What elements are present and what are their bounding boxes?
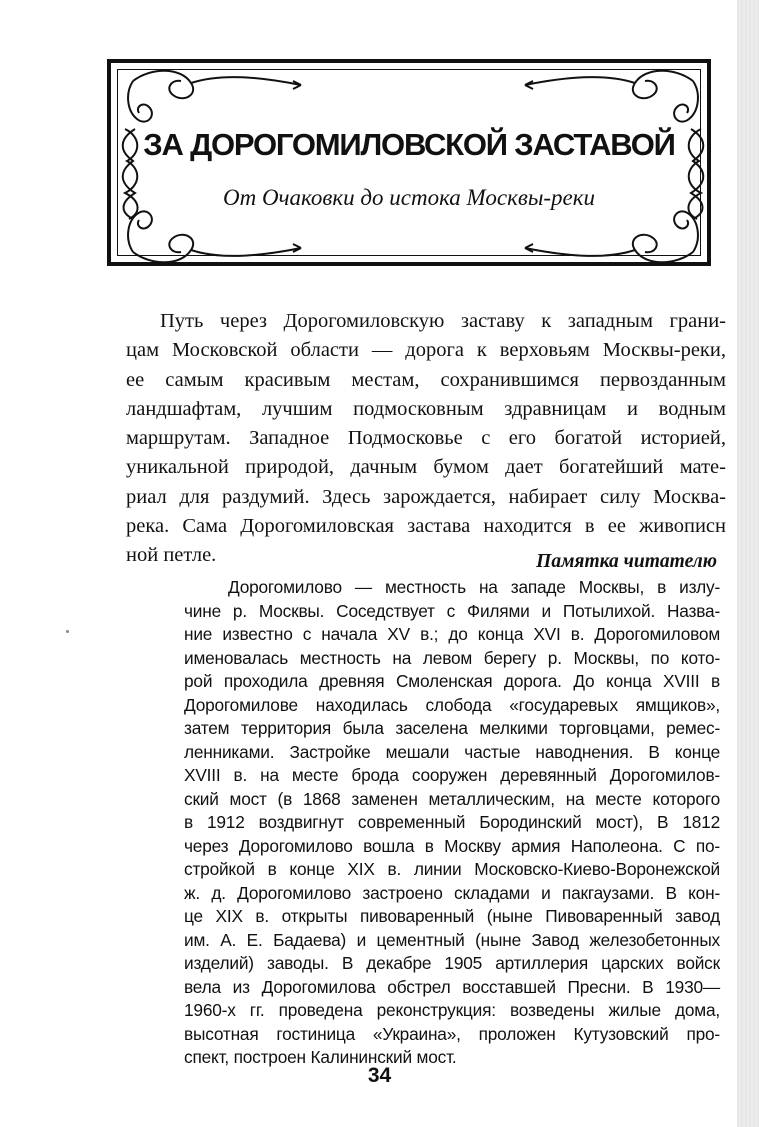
intro-line: Путь через Дорогомиловскую заставу к западным грани- [160, 310, 726, 332]
memo-line: в 1912 воздвигнут современный Бородинский мост), В 1812 [184, 812, 720, 832]
memo-line: высотная гостиница «Украина», проложен Кутузовский про- [184, 1023, 720, 1044]
memo-line: вела из Дорогомилова обстрел восставшей Пресни. В 1930— [184, 976, 720, 997]
memo-heading: Памятка читателю [536, 551, 717, 572]
memo-line: им. А. Е. Бадаева) и цементный (ныне Завод железобетонных [184, 929, 720, 950]
memo-line: спект, построен Калининский мост. [184, 1047, 457, 1067]
page-number: 34 [367, 1064, 392, 1087]
memo-line: це XIX в. открыты пивоваренный (ныне Пивоваренный завод [184, 906, 720, 926]
memo-line: XVIII в. на месте брода сооружен деревянный Дорогомилов- [184, 765, 720, 785]
intro-line: река. Сама Дорогомиловская застава находится в ее живописн [126, 515, 726, 538]
memo-line: ние известно с начала XV в.; до конца XVI в. Дорогомиловом [184, 624, 720, 644]
memo-line: Дорогомилове находилась слобода «государевых ямщиков», [184, 694, 720, 715]
chapter-header-frame [107, 59, 711, 266]
paper-speck [66, 630, 69, 633]
page-edge-shadow [737, 0, 759, 1127]
intro-line: ее самым красивым местам, сохранившимся первозданным [126, 368, 726, 391]
ornament-decoration [111, 63, 715, 270]
memo-line: именовалась местность на левом берегу р. Москвы, по кото- [184, 647, 720, 668]
memo-line: чине р. Москвы. Соседствует с Филями и Потылихой. Назва- [184, 600, 720, 621]
chapter-subtitle: От Очаковки до истока Москвы-реки [222, 185, 596, 210]
intro-line: маршрутам. Западное Подмосковье с его богатой историей, [126, 427, 726, 450]
intro-line: риал для раздумий. Здесь зарождается, набирает силу Москва- [126, 485, 726, 508]
memo-line: стройкой в конце XIX в. линии Московско-Киево-Воронежской [184, 859, 720, 879]
memo-line: Дорогомилово — местность на западе Москвы, в излу- [228, 577, 720, 597]
intro-line: уникальной природой, дачным бумом дает богатейший мате- [126, 456, 726, 479]
intro-line: ландшафтам, лучшим подмосковным здравницам и водным [126, 397, 726, 420]
intro-paragraph [126, 307, 726, 571]
chapter-title: ЗА ДОРОГОМИЛОВСКОЙ ЗАСТАВОЙ [143, 127, 675, 162]
memo-paragraph [184, 576, 720, 1070]
memo-line: через Дорогомилово вошла в Москву армия Наполеона. С по- [184, 835, 720, 856]
memo-line: затем территория была заселена мелкими торговцами, ремес- [184, 718, 720, 738]
memo-line: изделий) заводы. В декабре 1905 артиллерия царских войск [184, 953, 720, 973]
memo-line: 1960-х гг. проведена реконструкция: возведены жилые дома, [184, 1000, 720, 1020]
intro-line: ной петле. [126, 544, 217, 567]
memo-line: рой проходила древняя Смоленская дорога. До конца XVIII в [184, 671, 720, 691]
memo-line: ский мост (в 1868 заменен металлическим, на месте которого [184, 788, 720, 809]
memo-line: ленниками. Застройке мешали частые наводнения. В конце [184, 741, 720, 762]
intro-line: цам Московской области — дорога к верховьям Москвы-реки, [126, 339, 726, 362]
memo-line: ж. д. Дорогомилово застроено складами и пакгаузами. В кон- [184, 882, 720, 903]
